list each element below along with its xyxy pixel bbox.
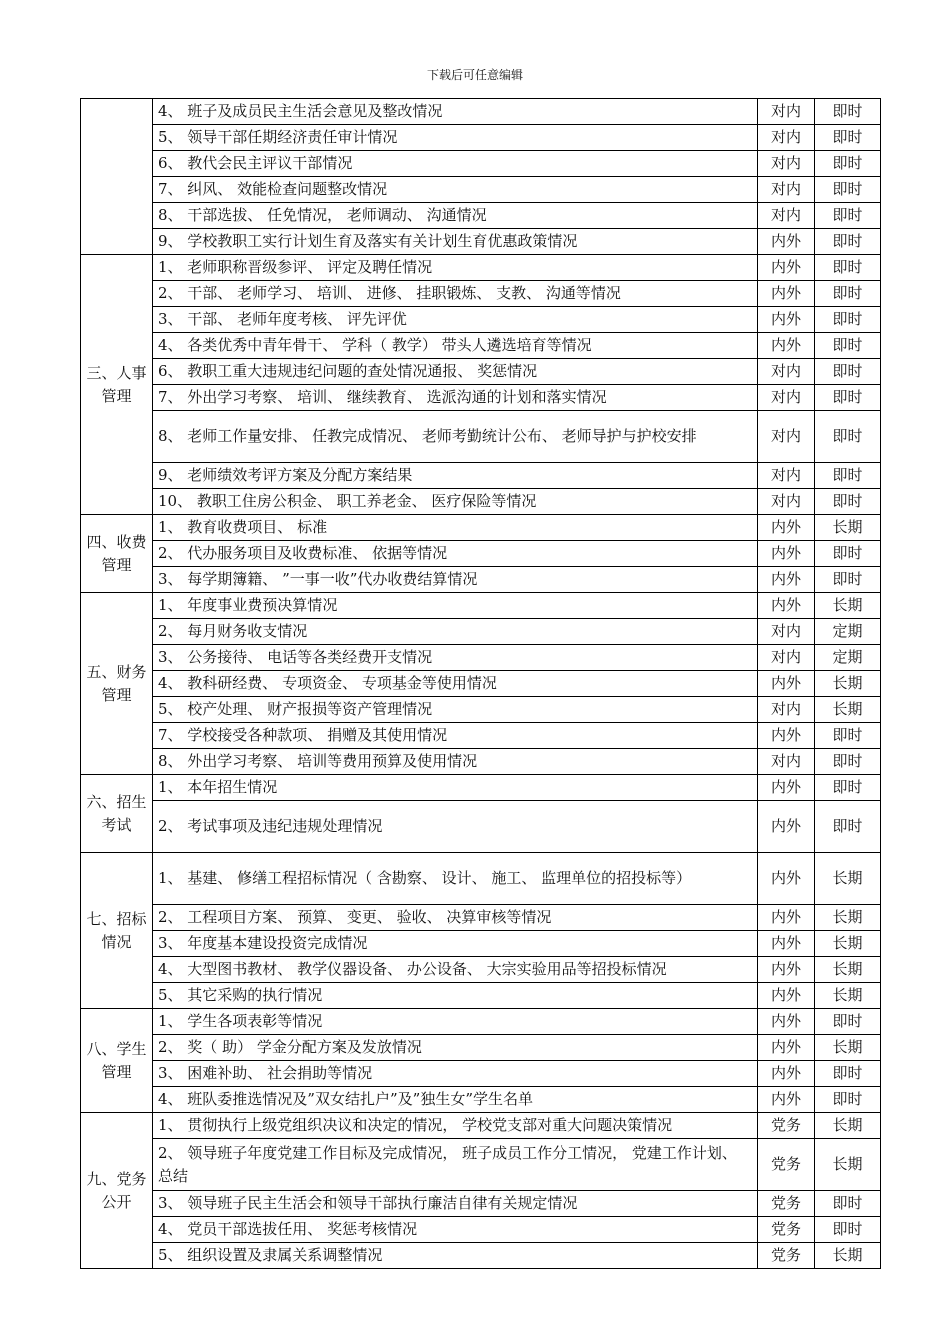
scope-cell: 对内 (758, 99, 815, 125)
timing-cell: 长期 (815, 515, 881, 541)
scope-cell: 内外 (758, 229, 815, 255)
scope-cell: 内外 (758, 957, 815, 983)
scope-cell: 党务 (758, 1113, 815, 1139)
scope-cell: 内外 (758, 775, 815, 801)
content-cell: 1、 学生各项表彰等情况 (153, 1009, 758, 1035)
category-cell: 九、党务公开 (81, 1113, 153, 1269)
scope-cell: 内外 (758, 1035, 815, 1061)
table-row (81, 593, 881, 619)
scope-cell: 内外 (758, 931, 815, 957)
table-row (81, 281, 881, 307)
scope-cell: 对内 (758, 359, 815, 385)
timing-cell: 即时 (815, 463, 881, 489)
content-cell: 4、 大型图书教材、 教学仪器设备、 办公设备、 大宗实验用品等招投标情况 (153, 957, 758, 983)
content-cell: 4、 教科研经费、 专项资金、 专项基金等使用情况 (153, 671, 758, 697)
timing-cell: 定期 (815, 645, 881, 671)
scope-cell: 内外 (758, 801, 815, 853)
timing-cell: 即时 (815, 1191, 881, 1217)
table-row (81, 1113, 881, 1139)
category-cell: 六、招生考试 (81, 775, 153, 853)
table-row (81, 203, 881, 229)
content-cell: 7、 学校接受各种款项、 捐赠及其使用情况 (153, 723, 758, 749)
table-row (81, 177, 881, 203)
timing-cell: 即时 (815, 203, 881, 229)
content-cell: 5、 校产处理、 财产报损等资产管理情况 (153, 697, 758, 723)
content-cell: 1、 本年招生情况 (153, 775, 758, 801)
category-cell (81, 99, 153, 255)
scope-cell: 对内 (758, 463, 815, 489)
table-row (81, 307, 881, 333)
table-row (81, 775, 881, 801)
scope-cell: 对内 (758, 177, 815, 203)
scope-cell: 对内 (758, 151, 815, 177)
content-cell: 3、 公务接待、 电话等各类经费开支情况 (153, 645, 758, 671)
table-row (81, 697, 881, 723)
table-row (81, 801, 881, 853)
scope-cell: 对内 (758, 489, 815, 515)
table-body (81, 99, 881, 1269)
content-cell: 4、 班队委推选情况及”双女结扎户”及”独生女”学生名单 (153, 1087, 758, 1113)
content-cell: 2、 每月财务收支情况 (153, 619, 758, 645)
table-row (81, 1217, 881, 1243)
table-row (81, 645, 881, 671)
table-row (81, 541, 881, 567)
timing-cell: 即时 (815, 1087, 881, 1113)
timing-cell: 长期 (815, 593, 881, 619)
timing-cell: 长期 (815, 1243, 881, 1269)
table-row (81, 619, 881, 645)
scope-cell: 对内 (758, 697, 815, 723)
content-cell: 9、 学校教职工实行计划生育及落实有关计划生育优惠政策情况 (153, 229, 758, 255)
content-cell: 2、 代办服务项目及收费标准、 依据等情况 (153, 541, 758, 567)
timing-cell: 即时 (815, 775, 881, 801)
scope-cell: 党务 (758, 1243, 815, 1269)
timing-cell: 即时 (815, 281, 881, 307)
table-row (81, 983, 881, 1009)
table-row (81, 385, 881, 411)
timing-cell: 即时 (815, 307, 881, 333)
scope-cell: 内外 (758, 853, 815, 905)
content-cell: 1、 年度事业费预决算情况 (153, 593, 758, 619)
content-cell: 4、 班子及成员民主生活会意见及整改情况 (153, 99, 758, 125)
timing-cell: 长期 (815, 983, 881, 1009)
timing-cell: 即时 (815, 489, 881, 515)
timing-cell: 长期 (815, 905, 881, 931)
scope-cell: 对内 (758, 203, 815, 229)
timing-cell: 即时 (815, 177, 881, 203)
content-cell: 1、 教育收费项目、 标准 (153, 515, 758, 541)
content-cell: 1、 老师职称晋级参评、 评定及聘任情况 (153, 255, 758, 281)
scope-cell: 党务 (758, 1217, 815, 1243)
table-row (81, 957, 881, 983)
content-cell: 5、 其它采购的执行情况 (153, 983, 758, 1009)
content-cell: 4、 党员干部选拔任用、 奖惩考核情况 (153, 1217, 758, 1243)
table-row (81, 853, 881, 905)
timing-cell: 长期 (815, 1113, 881, 1139)
scope-cell: 内外 (758, 541, 815, 567)
content-cell: 8、 老师工作量安排、 任教完成情况、 老师考勤统计公布、 老师导护与护校安排 (153, 411, 758, 463)
scope-cell: 内外 (758, 567, 815, 593)
table-row (81, 333, 881, 359)
content-cell: 2、 领导班子年度党建工作目标及完成情况， 班子成员工作分工情况， 党建工作计划、 总结 (153, 1139, 758, 1191)
table-row (81, 671, 881, 697)
scope-cell: 对内 (758, 411, 815, 463)
content-cell: 5、 组织设置及隶属关系调整情况 (153, 1243, 758, 1269)
content-cell: 3、 干部、 老师年度考核、 评先评优 (153, 307, 758, 333)
table-row (81, 723, 881, 749)
table-row (81, 463, 881, 489)
content-cell: 8、 外出学习考察、 培训等费用预算及使用情况 (153, 749, 758, 775)
scope-cell: 对内 (758, 619, 815, 645)
category-cell: 八、学生管理 (81, 1009, 153, 1113)
timing-cell: 长期 (815, 957, 881, 983)
content-cell: 10、 教职工住房公积金、 职工养老金、 医疗保险等情况 (153, 489, 758, 515)
content-cell: 4、 各类优秀中青年骨干、 学科（ 教学） 带头人遴选培育等情况 (153, 333, 758, 359)
table-row (81, 1243, 881, 1269)
table-row (81, 567, 881, 593)
category-cell: 七、招标情况 (81, 853, 153, 1009)
table-row (81, 905, 881, 931)
page-header: 下载后可任意编辑 (426, 68, 523, 82)
content-cell: 9、 老师绩效考评方案及分配方案结果 (153, 463, 758, 489)
scope-cell: 内外 (758, 1087, 815, 1113)
timing-cell: 即时 (815, 541, 881, 567)
scope-cell: 党务 (758, 1191, 815, 1217)
scope-cell: 内外 (758, 593, 815, 619)
disclosure-table (80, 98, 881, 1269)
category-cell: 四、收费管理 (81, 515, 153, 593)
timing-cell: 即时 (815, 151, 881, 177)
scope-cell: 内外 (758, 281, 815, 307)
scope-cell: 内外 (758, 307, 815, 333)
table-row (81, 1191, 881, 1217)
table-row (81, 125, 881, 151)
table-row (81, 359, 881, 385)
table-row (81, 1061, 881, 1087)
content-cell: 3、 困难补助、 社会捐助等情况 (153, 1061, 758, 1087)
content-cell: 2、 干部、 老师学习、 培训、 进修、 挂职锻炼、 支教、 沟通等情况 (153, 281, 758, 307)
table-row (81, 931, 881, 957)
table-row (81, 99, 881, 125)
timing-cell: 即时 (815, 99, 881, 125)
scope-cell: 内外 (758, 1061, 815, 1087)
content-cell: 1、 基建、 修缮工程招标情况（ 含勘察、 设计、 施工、 监理单位的招投标等） (153, 853, 758, 905)
timing-cell: 长期 (815, 671, 881, 697)
content-cell: 6、 教职工重大违规违纪问题的查处情况通报、 奖惩情况 (153, 359, 758, 385)
scope-cell: 对内 (758, 125, 815, 151)
timing-cell: 即时 (815, 229, 881, 255)
timing-cell: 定期 (815, 619, 881, 645)
table-row (81, 229, 881, 255)
content-cell: 5、 领导干部任期经济责任审计情况 (153, 125, 758, 151)
table-row (81, 489, 881, 515)
timing-cell: 即时 (815, 801, 881, 853)
content-cell: 3、 领导班子民主生活会和领导干部执行廉洁自律有关规定情况 (153, 1191, 758, 1217)
table-row (81, 1139, 881, 1191)
timing-cell: 即时 (815, 749, 881, 775)
table-row (81, 1009, 881, 1035)
content-cell: 7、 外出学习考察、 培训、 继续教育、 选派沟通的计划和落实情况 (153, 385, 758, 411)
timing-cell: 即时 (815, 359, 881, 385)
timing-cell: 长期 (815, 1035, 881, 1061)
table-row (81, 515, 881, 541)
scope-cell: 内外 (758, 255, 815, 281)
category-cell: 五、财务管理 (81, 593, 153, 775)
content-cell: 2、 考试事项及违纪违规处理情况 (153, 801, 758, 853)
scope-cell: 对内 (758, 645, 815, 671)
timing-cell: 即时 (815, 567, 881, 593)
timing-cell: 即时 (815, 333, 881, 359)
scope-cell: 内外 (758, 905, 815, 931)
content-cell: 6、 教代会民主评议干部情况 (153, 151, 758, 177)
scope-cell: 内外 (758, 723, 815, 749)
table-row (81, 151, 881, 177)
timing-cell: 长期 (815, 931, 881, 957)
table-row (81, 749, 881, 775)
scope-cell: 党务 (758, 1139, 815, 1191)
scope-cell: 内外 (758, 983, 815, 1009)
scope-cell: 内外 (758, 333, 815, 359)
timing-cell: 长期 (815, 697, 881, 723)
table-row (81, 1035, 881, 1061)
timing-cell: 长期 (815, 853, 881, 905)
scope-cell: 内外 (758, 671, 815, 697)
content-cell: 3、 年度基本建设投资完成情况 (153, 931, 758, 957)
timing-cell: 即时 (815, 255, 881, 281)
table-row (81, 1087, 881, 1113)
scope-cell: 内外 (758, 515, 815, 541)
content-cell: 1、 贯彻执行上级党组织决议和决定的情况， 学校党支部对重大问题决策情况 (153, 1113, 758, 1139)
table-row (81, 411, 881, 463)
scope-cell: 内外 (758, 1009, 815, 1035)
content-cell: 2、 工程项目方案、 预算、 变更、 验收、 决算审核等情况 (153, 905, 758, 931)
table-row (81, 255, 881, 281)
scope-cell: 对内 (758, 749, 815, 775)
timing-cell: 即时 (815, 125, 881, 151)
timing-cell: 即时 (815, 1217, 881, 1243)
scope-cell: 对内 (758, 385, 815, 411)
content-cell: 3、 每学期簿籍、 ”一事一收”代办收费结算情况 (153, 567, 758, 593)
content-cell: 8、 干部选拔、 任免情况， 老师调动、 沟通情况 (153, 203, 758, 229)
timing-cell: 即时 (815, 411, 881, 463)
timing-cell: 即时 (815, 1009, 881, 1035)
timing-cell: 即时 (815, 385, 881, 411)
content-cell: 2、 奖（ 助） 学金分配方案及发放情况 (153, 1035, 758, 1061)
timing-cell: 长期 (815, 1139, 881, 1191)
timing-cell: 即时 (815, 723, 881, 749)
timing-cell: 即时 (815, 1061, 881, 1087)
category-cell: 三、人事管理 (81, 255, 153, 515)
content-cell: 7、 纠风、 效能检查问题整改情况 (153, 177, 758, 203)
